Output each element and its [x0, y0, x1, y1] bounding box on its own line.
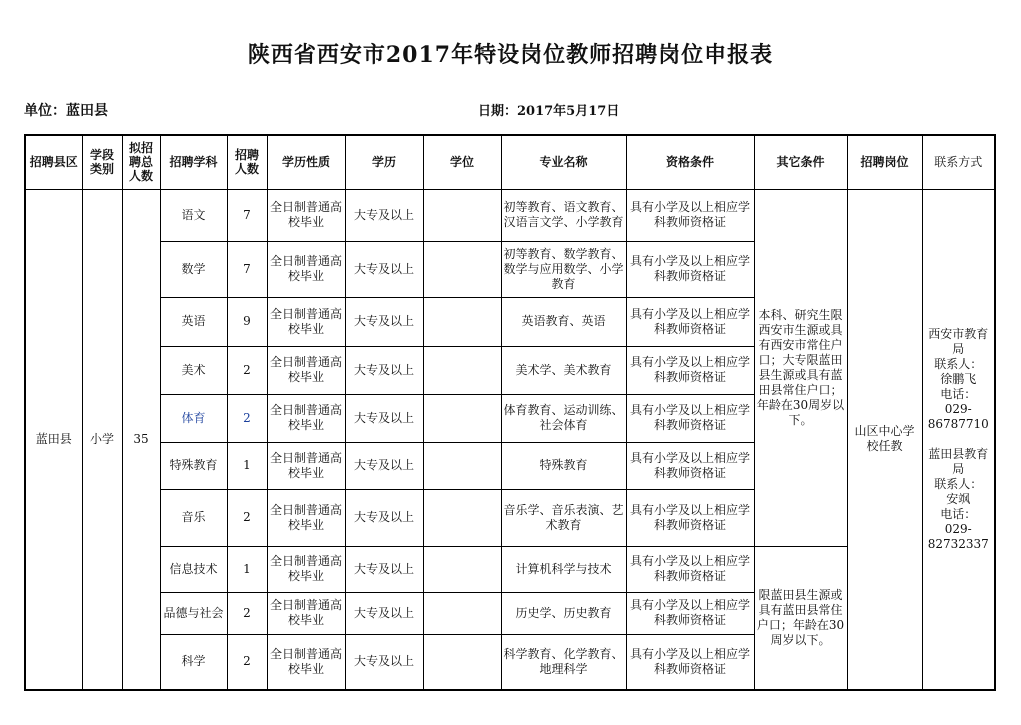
edu-cell: 大专及以上 [345, 241, 423, 297]
header-degree: 学位 [423, 135, 501, 189]
count-cell: 2 [227, 489, 267, 546]
header-subject: 招聘学科 [160, 135, 227, 189]
qualification-cell: 具有小学及以上相应学科教师资格证 [626, 394, 754, 442]
degree-cell [423, 546, 501, 592]
table-row [25, 189, 995, 241]
major-cell: 美术学、美术教育 [501, 346, 626, 394]
subject-cell: 特殊教育 [160, 442, 227, 489]
edu-type-cell: 全日制普通高校毕业 [267, 241, 345, 297]
edu-cell: 大专及以上 [345, 592, 423, 634]
header-qualification: 资格条件 [626, 135, 754, 189]
header-other: 其它条件 [754, 135, 847, 189]
count-cell: 2 [227, 592, 267, 634]
subject-cell: 英语 [160, 297, 227, 346]
count-cell: 7 [227, 189, 267, 241]
degree-cell [423, 442, 501, 489]
subject-cell: 品德与社会 [160, 592, 227, 634]
subject-cell: 音乐 [160, 489, 227, 546]
edu-cell: 大专及以上 [345, 394, 423, 442]
major-cell: 初等教育、数学教育、数学与应用数学、小学教育 [501, 241, 626, 297]
major-cell: 体育教育、运动训练、社会体育 [501, 394, 626, 442]
count-cell: 7 [227, 241, 267, 297]
count-cell: 9 [227, 297, 267, 346]
edu-cell: 大专及以上 [345, 189, 423, 241]
major-cell: 历史学、历史教育 [501, 592, 626, 634]
edu-cell: 大专及以上 [345, 346, 423, 394]
qualification-cell: 具有小学及以上相应学科教师资格证 [626, 592, 754, 634]
major-cell: 音乐学、音乐表演、艺术教育 [501, 489, 626, 546]
header-row [25, 135, 995, 189]
header-edu-type: 学历性质 [267, 135, 345, 189]
edu-type-cell: 全日制普通高校毕业 [267, 189, 345, 241]
edu-type-cell: 全日制普通高校毕业 [267, 394, 345, 442]
header-total: 拟招聘总人数 [122, 135, 160, 189]
edu-type-cell: 全日制普通高校毕业 [267, 546, 345, 592]
edu-type-cell: 全日制普通高校毕业 [267, 346, 345, 394]
degree-cell [423, 489, 501, 546]
county-cell: 蓝田县 [25, 189, 82, 690]
unit-label: 单位：蓝田县 [24, 103, 108, 119]
qualification-cell: 具有小学及以上相应学科教师资格证 [626, 442, 754, 489]
qualification-cell: 具有小学及以上相应学科教师资格证 [626, 489, 754, 546]
subject-cell: 体育 [160, 394, 227, 442]
recruitment-table [24, 134, 996, 691]
header-county: 招聘县区 [25, 135, 82, 189]
edu-cell: 大专及以上 [345, 634, 423, 690]
edu-cell: 大专及以上 [345, 489, 423, 546]
edu-cell: 大专及以上 [345, 546, 423, 592]
contact-cell: 西安市教育局 联系人： 徐鹏飞 电话： 029- 86787710 蓝田县教育局 联系人： 安飒 电话： 029- 82732337 [922, 189, 995, 690]
edu-cell: 大专及以上 [345, 442, 423, 489]
edu-type-cell: 全日制普通高校毕业 [267, 297, 345, 346]
date-label: 日期：2017年5月17日 [478, 104, 620, 119]
header-edu: 学历 [345, 135, 423, 189]
header-post: 招聘岗位 [847, 135, 922, 189]
other-conditions-a: 本科、研究生限西安市生源或具有西安市常住户口；大专限蓝田县生源或具有蓝田县常住户口；年龄在30周岁以下。 [754, 189, 847, 546]
subject-cell: 美术 [160, 346, 227, 394]
major-cell: 初等教育、语文教育、汉语言文学、小学教育 [501, 189, 626, 241]
degree-cell [423, 346, 501, 394]
other-conditions-b: 限蓝田县生源或具有蓝田县常住户口；年龄在30周岁以下。 [754, 546, 847, 690]
edu-type-cell: 全日制普通高校毕业 [267, 592, 345, 634]
major-cell: 英语教育、英语 [501, 297, 626, 346]
total-cell: 35 [122, 189, 160, 690]
qualification-cell: 具有小学及以上相应学科教师资格证 [626, 241, 754, 297]
qualification-cell: 具有小学及以上相应学科教师资格证 [626, 546, 754, 592]
edu-type-cell: 全日制普通高校毕业 [267, 442, 345, 489]
page-title: 陕西省西安市2017年特设岗位教师招聘岗位申报表 [247, 42, 774, 68]
count-cell: 2 [227, 394, 267, 442]
header-major: 专业名称 [501, 135, 626, 189]
subject-cell: 语文 [160, 189, 227, 241]
subject-cell: 信息技术 [160, 546, 227, 592]
header-contact: 联系方式 [922, 135, 995, 189]
header-stage: 学段类别 [82, 135, 122, 189]
degree-cell [423, 394, 501, 442]
qualification-cell: 具有小学及以上相应学科教师资格证 [626, 189, 754, 241]
major-cell: 计算机科学与技术 [501, 546, 626, 592]
degree-cell [423, 297, 501, 346]
subject-cell: 数学 [160, 241, 227, 297]
subject-cell: 科学 [160, 634, 227, 690]
post-cell: 山区中心学校任教 [847, 189, 922, 690]
count-cell: 1 [227, 442, 267, 489]
qualification-cell: 具有小学及以上相应学科教师资格证 [626, 346, 754, 394]
degree-cell [423, 241, 501, 297]
edu-type-cell: 全日制普通高校毕业 [267, 634, 345, 690]
degree-cell [423, 592, 501, 634]
edu-cell: 大专及以上 [345, 297, 423, 346]
count-cell: 2 [227, 346, 267, 394]
qualification-cell: 具有小学及以上相应学科教师资格证 [626, 634, 754, 690]
count-cell: 2 [227, 634, 267, 690]
major-cell: 科学教育、化学教育、地理科学 [501, 634, 626, 690]
header-count: 招聘人数 [227, 135, 267, 189]
degree-cell [423, 634, 501, 690]
stage-cell: 小学 [82, 189, 122, 690]
degree-cell [423, 189, 501, 241]
major-cell: 特殊教育 [501, 442, 626, 489]
edu-type-cell: 全日制普通高校毕业 [267, 489, 345, 546]
qualification-cell: 具有小学及以上相应学科教师资格证 [626, 297, 754, 346]
count-cell: 1 [227, 546, 267, 592]
